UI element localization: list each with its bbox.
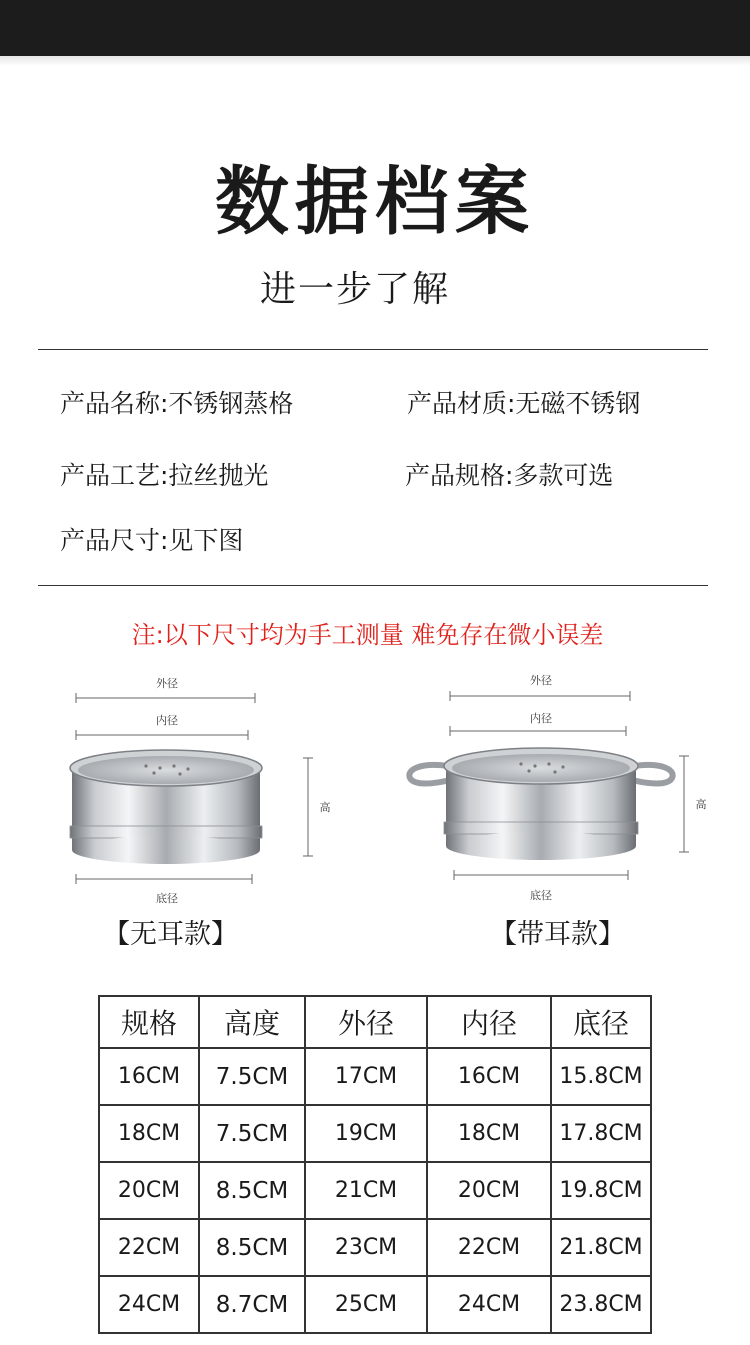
header-outer-diameter: 外径 [305, 996, 427, 1048]
size-table-wrapper [98, 995, 652, 1334]
cell-outer: 21CM [305, 1162, 427, 1219]
cell-inner: 20CM [427, 1162, 551, 1219]
divider-top [38, 349, 708, 350]
cell-outer: 25CM [305, 1276, 427, 1333]
divider-bottom [38, 585, 708, 586]
height-label: 高 [695, 798, 707, 811]
table-row [99, 1105, 651, 1162]
cell-height: 8.5CM [199, 1162, 305, 1219]
cell-inner: 22CM [427, 1219, 551, 1276]
cell-outer: 17CM [305, 1048, 427, 1105]
bottom-diameter-label: 底径 [530, 889, 552, 902]
table-row [99, 1048, 651, 1105]
measurement-note: 注:以下尺寸均为手工测量 难免存在微小误差 [131, 621, 604, 649]
cell-inner: 24CM [427, 1276, 551, 1333]
cell-inner: 18CM [427, 1105, 551, 1162]
table-row [99, 1219, 651, 1276]
cell-bottom: 21.8CM [551, 1219, 651, 1276]
spec-name: 产品名称:不锈钢蒸格 [60, 389, 294, 418]
top-bar-shadow [0, 56, 750, 66]
inner-diameter-label: 内径 [156, 714, 178, 727]
spec-size: 产品尺寸:见下图 [60, 526, 244, 555]
table-header-row [99, 996, 651, 1048]
steamer-with-handle-diagram [400, 666, 720, 906]
cell-height: 8.7CM [199, 1276, 305, 1333]
header-spec: 规格 [99, 996, 199, 1048]
cell-height: 7.5CM [199, 1105, 305, 1162]
cell-bottom: 17.8CM [551, 1105, 651, 1162]
cell-spec: 20CM [99, 1162, 199, 1219]
page-subtitle: 进一步了解 [259, 269, 450, 310]
cell-height: 8.5CM [199, 1219, 305, 1276]
header-height: 高度 [199, 996, 305, 1048]
cell-height: 7.5CM [199, 1048, 305, 1105]
spec-process: 产品工艺:拉丝抛光 [60, 461, 269, 490]
cell-spec: 18CM [99, 1105, 199, 1162]
cell-inner: 16CM [427, 1048, 551, 1105]
inner-diameter-label: 内径 [530, 712, 552, 725]
bottom-diameter-label: 底径 [156, 892, 178, 905]
cell-outer: 23CM [305, 1219, 427, 1276]
table-row [99, 1162, 651, 1219]
caption-with-handle: 【带耳款】 [490, 919, 625, 950]
height-label: 高 [319, 801, 331, 814]
cell-spec: 24CM [99, 1276, 199, 1333]
cell-bottom: 23.8CM [551, 1276, 651, 1333]
steamer-no-handle-diagram [60, 668, 350, 908]
outer-diameter-label: 外径 [156, 677, 178, 690]
page-title: 数据档案 [215, 159, 535, 245]
cell-spec: 22CM [99, 1219, 199, 1276]
cell-outer: 19CM [305, 1105, 427, 1162]
cell-bottom: 15.8CM [551, 1048, 651, 1105]
spec-spec: 产品规格:多款可选 [405, 461, 614, 490]
cell-bottom: 19.8CM [551, 1162, 651, 1219]
table-row [99, 1276, 651, 1333]
spec-material: 产品材质:无磁不锈钢 [407, 389, 641, 418]
outer-diameter-label: 外径 [530, 674, 552, 687]
top-bar [0, 0, 750, 56]
cell-spec: 16CM [99, 1048, 199, 1105]
size-table [98, 995, 652, 1334]
caption-no-handle: 【无耳款】 [103, 919, 238, 950]
header-bottom-diameter: 底径 [551, 996, 651, 1048]
header-inner-diameter: 内径 [427, 996, 551, 1048]
